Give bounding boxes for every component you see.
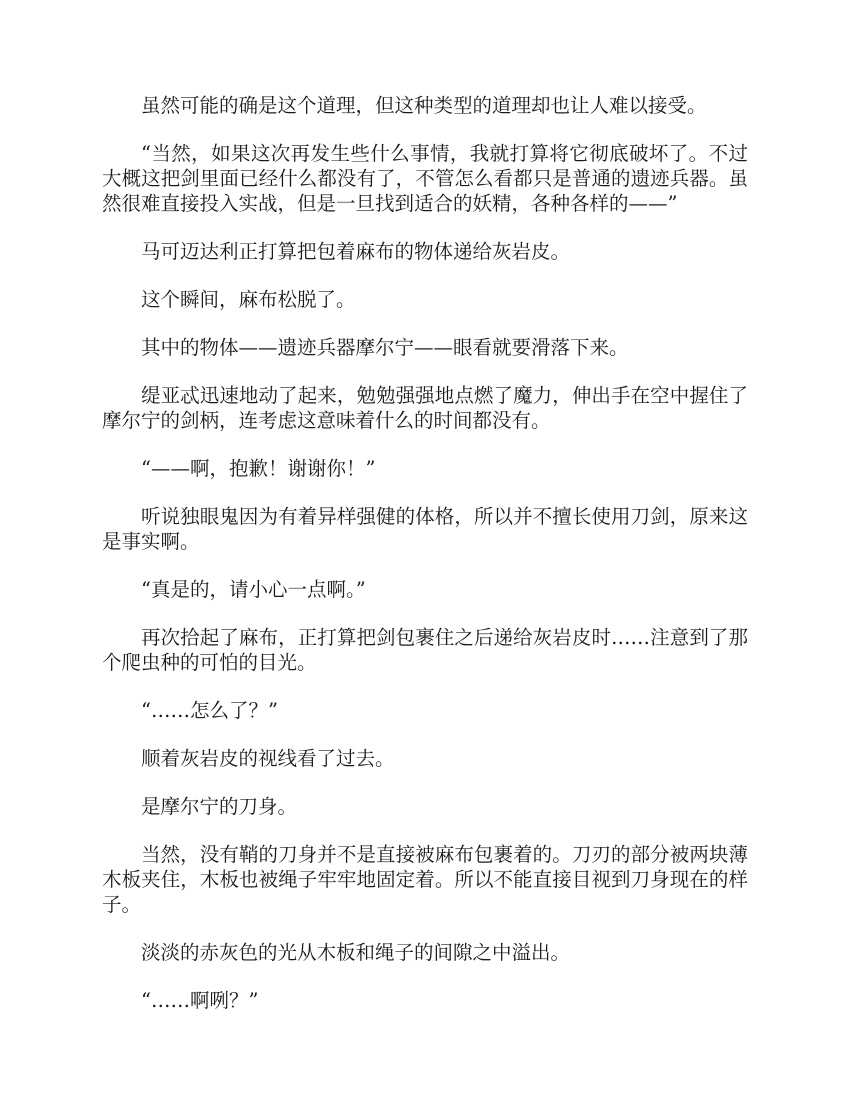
paragraph: 虽然可能的确是这个道理，但这种类型的道理却也让人难以接受。 [141,94,707,117]
paragraph: 这个瞬间，麻布松脱了。 [141,288,356,311]
paragraph: 是摩尔宁的刀身。 [141,795,298,818]
paragraph: 当然，没有鞘的刀身并不是直接被麻布包裹着的。刀刃的部分被两块薄木板夹住，木板也被绳子牢牢地固定着。所以不能直接目视到刀身现在的样子。 [102,843,748,916]
paragraph: “……啊咧？” [141,989,259,1012]
paragraph: 顺着灰岩皮的视线看了过去。 [141,747,395,770]
document-page [102,93,748,1013]
paragraph: “……怎么了？” [141,699,278,722]
paragraph: 淡淡的赤灰色的光从木板和绳子的间隙之中溢出。 [141,941,571,964]
paragraph: 其中的物体——遗迹兵器摩尔宁——眼看就要滑落下来。 [141,336,629,359]
paragraph: 再次拾起了麻布，正打算把剑包裹住之后递给灰岩皮时……注意到了那个爬虫种的可怕的目光。 [102,626,748,674]
paragraph: “当然，如果这次再发生些什么事情，我就打算将它彻底破坏了。不过大概这把剑里面已经什么都没有了，不管怎么看都只是普通的遗迹兵器。虽然很难直接投入实战，但是一旦找到适合的妖精，各种各样的——” [102,142,748,215]
paragraph: 听说独眼鬼因为有着异样强健的体格，所以并不擅长使用刀剑，原来这是事实啊。 [102,505,748,553]
paragraph: “——啊，抱歉！谢谢你！” [141,457,376,480]
paragraph: “真是的，请小心一点啊。” [141,578,366,601]
paragraph: 缇亚忒迅速地动了起来，勉勉强强地点燃了魔力，伸出手在空中握住了摩尔宁的剑柄，连考虑这意味着什么的时间都没有。 [102,384,748,432]
paragraph: 马可迈达利正打算把包着麻布的物体递给灰岩皮。 [141,240,571,263]
